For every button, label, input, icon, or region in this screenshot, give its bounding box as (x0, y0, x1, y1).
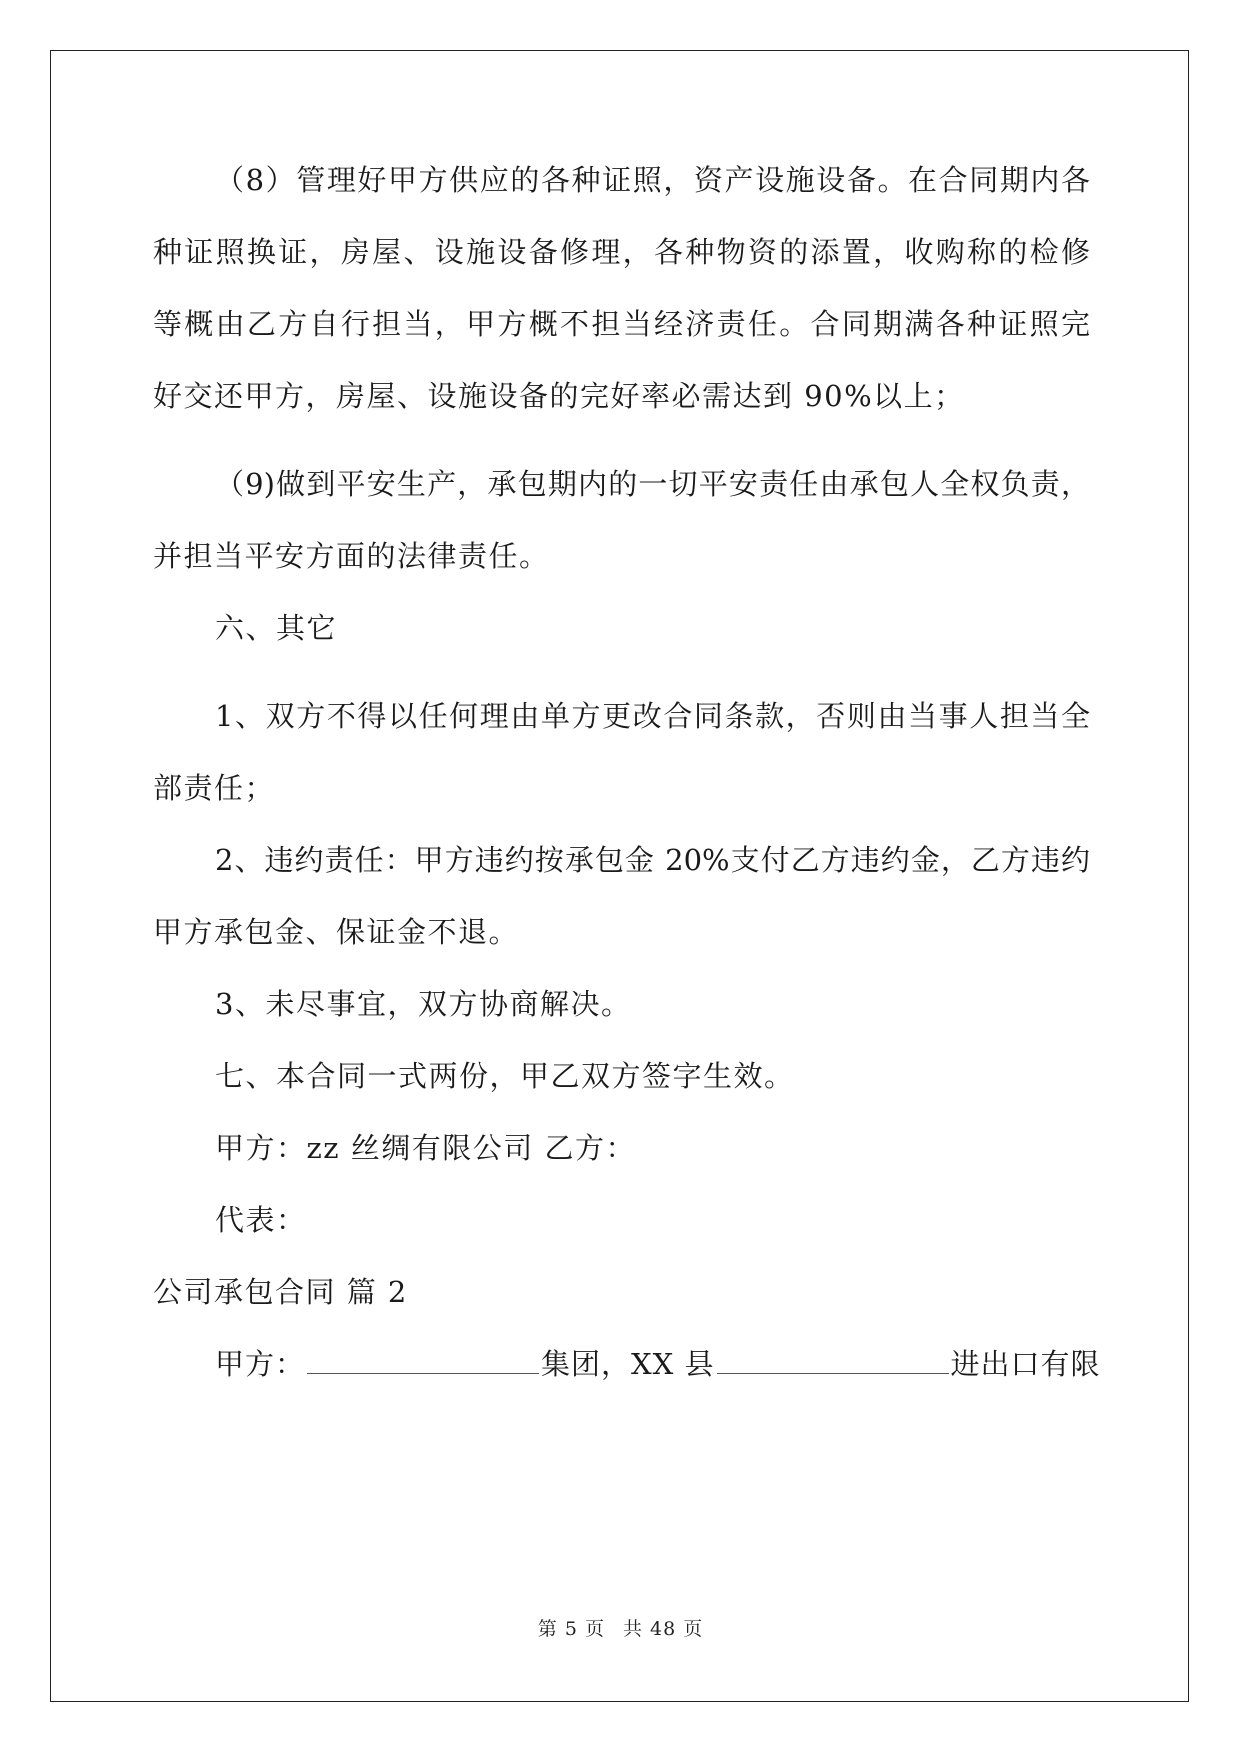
paragraph-line: 2、违约责任：甲方违约按承包金 20%支付乙方违约金，乙方违约 (215, 843, 1090, 877)
paragraph-line: （8）管理好甲方供应的各种证照，资产设施设备。在合同期内各 (215, 163, 1090, 197)
representative-line: 代表： (215, 1203, 307, 1237)
paragraph-line: 甲方承包金、保证金不退。 (153, 915, 520, 949)
blank-field-group (307, 1351, 539, 1374)
page-total: 共 48 页 (622, 1618, 704, 1640)
page-footer (0, 1614, 1241, 1641)
paragraph-line: 3、未尽事宜，双方协商解决。 (215, 987, 632, 1021)
section-title: 公司承包合同 篇 2 (153, 1275, 408, 1309)
party-a-group-text: 集团，XX 县 (541, 1347, 715, 1381)
paragraph-line: 种证照换证，房屋、设施设备修理，各种物资的添置，收购称的检修 (153, 235, 1090, 269)
paragraph-line: 等概由乙方自行担当，甲方概不担当经济责任。合同期满各种证照完 (153, 307, 1090, 341)
paragraph-line: 并担当平安方面的法律责任。 (153, 539, 550, 573)
party-a-label: 甲方： (215, 1347, 306, 1381)
paragraph-line: 部责任； (153, 771, 276, 805)
page-number: 第 5 页 (537, 1618, 605, 1640)
signature-party-line: 甲方：zz 丝绸有限公司 乙方： (215, 1131, 636, 1165)
section-heading: 六、其它 (215, 611, 338, 645)
paragraph-line: （9)做到平安生产，承包期内的一切平安责任由承包人全权负责， (215, 467, 1090, 501)
paragraph-line: 七、本合同一式两份，甲乙双方签字生效。 (215, 1059, 795, 1093)
party-a-company-text: 进出口有限 (950, 1347, 1101, 1381)
paragraph-line: 1、双方不得以任何理由单方更改合同条款，否则由当事人担当全 (215, 699, 1090, 733)
party-a-line (215, 1344, 1101, 1384)
blank-field-county (717, 1351, 949, 1374)
paragraph-line: 好交还甲方，房屋、设施设备的完好率必需达到 90%以上； (153, 379, 965, 413)
